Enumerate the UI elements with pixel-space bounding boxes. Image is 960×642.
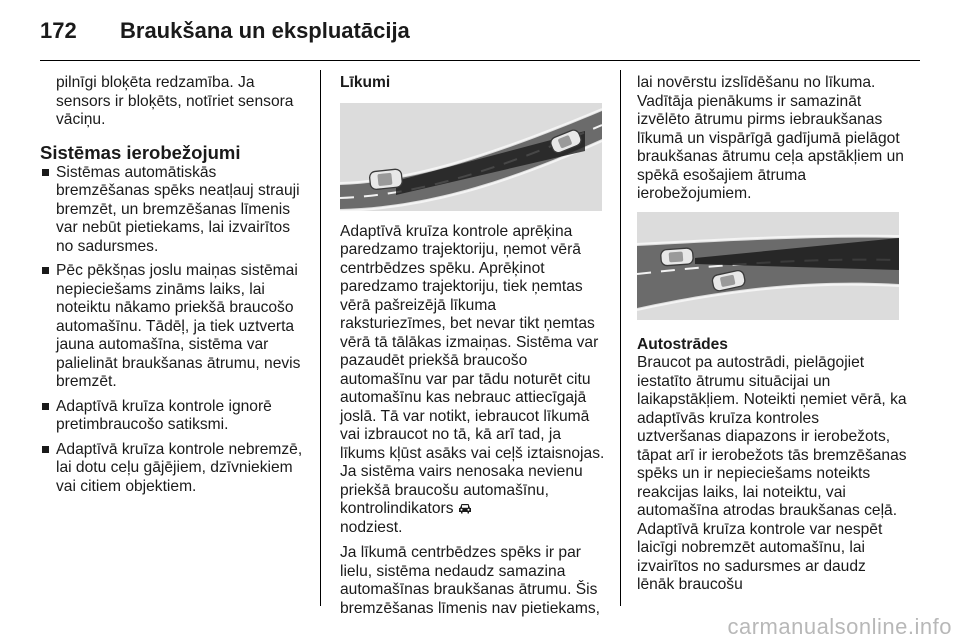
curves-paragraph-2: Ja līkumā centrbēdzes spēks ir par lielu, sistēma nedaudz samazina automašīnas braukšanas ātrumu. Šis bremzēšanas līmenis nav pietiekams,: [340, 544, 601, 617]
list-item: Sistēmas automātiskās bremzēšanas spēks neatļauj strauji bremzēt, un bremzēšanas līmenis var nebūt pietiekams, lai izvairītos no sadursmes.: [40, 164, 308, 257]
column-1: [40, 74, 308, 502]
curves-paragraph-3: lai novērstu izslīdēšanu no līkuma. Vadītāja pienākums ir samazināt izvēlēto ātrumu pirms iebraukšanas līkumā un vispārīgā gadījumā pielāgot braukšanas ātrumu ceļa apstākļiem un spēkā esošajiem ātruma ierobežojumiem.: [637, 74, 904, 202]
column-divider-1: [320, 70, 321, 606]
list-item: Adaptīvā kruīza kontrole ignorē pretimbraucošo satiksmi.: [40, 398, 308, 435]
limitations-list: [40, 164, 308, 497]
list-item: Adaptīvā kruīza kontrole nebremzē, lai dotu ceļu gājējiem, dzīvniekiem vai citiem objektiem.: [40, 441, 308, 497]
page-header: [40, 14, 920, 54]
car-front-icon: [458, 503, 472, 514]
column-2: [340, 74, 605, 618]
page-number: 172: [40, 18, 77, 43]
curves-paragraph-1: Adaptīvā kruīza kontrole aprēķina paredzamo trajektoriju, ņemot vērā centrbēdzes spēku. Aprēķinot paredzamo trajektoriju, tiek ņemtas vērā pašreizējā līkuma raksturiezīmes, bet nevar tikt ņemtas vērā tā tālākas izmaiņas. Sistēma var pazaudēt priekšā braucošo automašīnu var par tādu noturēt citu automašīnu kas nebrauc attiecīgajā joslā. Tā var notikt, iebraucot līkumā vai izbraucot no tā, kā arī tad, ja līkums kļūst asāks vai ceļš iztaisnojas. Ja sistēma vairs nenosaka nevienu priekšā braucošu automašīnu, kontrolindikators nodziest.: [340, 222, 605, 536]
curve-illustration: [340, 103, 602, 211]
intro-text: pilnīgi bloķēta redzamība. Ja sensors ir bloķēts, notīriet sensora vāciņu.: [56, 74, 294, 128]
highways-paragraph: Braucot pa autostrādi, pielāgojiet iestatīto ātrumu situācijai un laikapstākļiem. Noteikti ņemiet vērā, ka adaptīvās kruīza kontroles uztveršanas diapazons ir ierobežots, tāpat arī ir ierobežots tās bremzēšanas spēks un ir nepieciešams noteikts reakcijas laiks, lai noteiktu, vai automašīna atrodas braukšanas ceļā. Adaptīvā kruīza kontrole var nespēt laicīgi nobremzēt automašīnu, lai izvairītos no sadursmes ar daudz lēnāk braucošu: [637, 354, 907, 593]
section-heading-curves: Līkumi: [340, 74, 391, 91]
chapter-title: Braukšana un ekspluatācija: [120, 18, 410, 43]
section-heading-limitations: Sistēmas ierobežojumi: [40, 141, 241, 163]
column-3: [637, 74, 907, 595]
header-rule: [40, 60, 920, 61]
highway-illustration: [637, 212, 899, 320]
watermark: carmanualsonline.info: [727, 614, 952, 639]
section-heading-highways: Autostrādes: [637, 335, 728, 353]
list-item: Pēc pēkšņas joslu maiņas sistēmai nepieciešams zināms laiks, lai noteiktu nākamo priekšā braucošo automašīnu. Tādēļ, ja tiek uztverta jauna automašīna, sistēma var palielināt braukšanas ātrumu, nevis bremzēt.: [40, 262, 308, 392]
column-divider-2: [620, 70, 621, 606]
